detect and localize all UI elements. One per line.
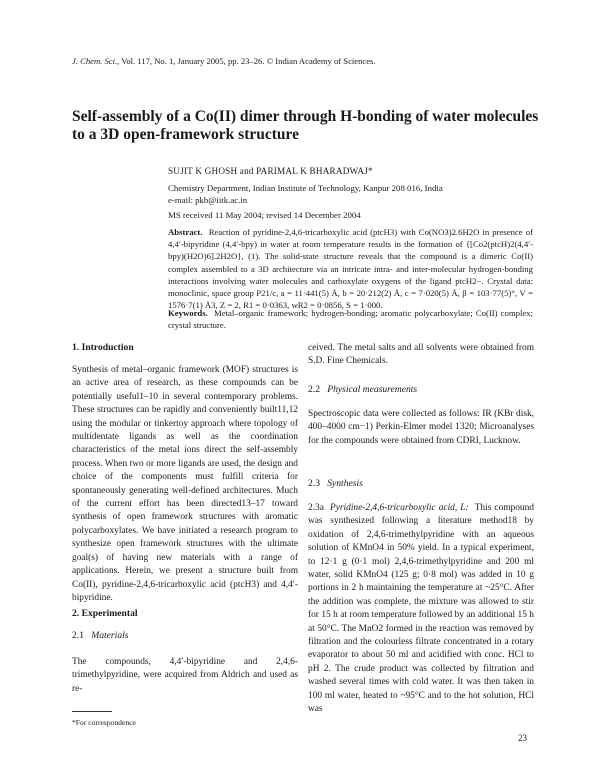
journal-details: , Vol. 117, No. 1, January 2005, pp. 23–26. © Indian Academy of Sciences. (117, 56, 376, 66)
abstract-text: Reaction of pyridine-2,4,6-tricarboxylic acid (ptcH3) with Co(NO3)2.6H2O in presence of 4,4′-bipyridine (4,4′-bpy) in water at room temperature results in the formation of {[Co2(ptcH)2(4,4′-bpy)(H2O)6].2H2O}, (1). The solid-state structure reveals that the compound is a dimeric Co(II) complex assembled to a 3D architecture via an intricate intra- and inter-molecular hydrogen-bonding interactions involving water molecules and carboxylate oxygens of the ligand ptcH2−. Crystal data: monoclinic, space group P21/c, a = 11·441(5) Å, b = 20·212(2) Å, c = 7·020(5) Å, β = 103·77(5)°, V = 1576·7(1) Å3, Z = 2, R1 = 0·0363, wR2 = 0·0856, S = 1·000. (168, 227, 533, 311)
introduction-paragraph (72, 364, 298, 605)
footnote-correspondence: *For correspondence (72, 718, 136, 727)
keywords-label: Keywords. (168, 308, 208, 318)
materials-text: The compounds, 4,4′-bipyridine and 2,4,6-trimethylpyridine, were acquired from Aldrich and used as re- (72, 657, 298, 694)
received-dates: MS received 11 May 2004; revised 14 December 2004 (168, 210, 361, 220)
journal-name: J. Chem. Sci. (72, 56, 118, 66)
synthesis-body: This compound was synthesized following a literature method18 by oxidation of 2,4,6-trimethylpyridine with an aqueous solution of KMnO4 in 50% yield. In a typical experiment, to 12·1 g (0·1 mol) 2,4,6-trimethylpyridine and 200 ml water, solid KMnO4 (125 g; 0·8 mol) was added in 10 g portions in 2 h maintaining the temperature at ~25°C. After the addition was complete, the mixture was allowed to stir for 15 h at room temperature followed by an additional 15 h at 50°C. The MnO2 formed in the reaction was removed by filtration and the colourless filtrate concentrated in a rotary evaporator to about 50 ml and acidified with conc. HCl to pH 2. The crude product was collected by filtration and washed several times with cold water. It was then taken in 100 ml water, heated to ~95°C and to the hot solution, HCl was (308, 503, 534, 715)
subsection-title: Materials (91, 630, 129, 641)
abstract (168, 226, 533, 311)
materials-continued (308, 342, 534, 369)
subsection-title: Physical measurements (327, 384, 418, 395)
abstract-label: Abstract. (168, 227, 203, 237)
page-number: 23 (518, 733, 527, 743)
authors: SUJIT K GHOSH and PARIMAL K BHARADWAJ* (168, 166, 373, 176)
materials-cont-text: ceived. The metal salts and all solvents were obtained from S.D. Fine Chemicals. (308, 343, 534, 367)
physical-text: Spectroscopic data were collected as follows: IR (KBr disk, 400–4000 cm−1) Perkin-Elmer model 1320; Microanalyses for the compounds were obtained from CDRI, Lucknow. (308, 409, 534, 446)
synthesis-paragraph (308, 502, 534, 717)
intro-text: Synthesis of metal–organic framework (MOF) structures is an active area of research, as these compounds can be potentially useful1–10 in several contemporary problems. These structures can be rapidly and conveniently built11,12 using the modular or tinkertoy approach where topology of multidentate ligands as well as the coordination characteristics of the metal ions direct the self-assembly process. When two or more ligands are used, the design and choice of the components must fulfill criteria for spontaneously generating well-defined architectures. Much of the current effort has been directed13–17 toward synthesis of open framework structures with aromatic polycarboxylates. We have initiated a research program to synthesize open framework structures with the ultimate goal(s) of having new materials with a range of applications. Herein, we present a structure built from Co(II), pyridine-2,4,6-tricarboxylic acid (ptcH3) and 4,4′-bipyridine. (72, 365, 298, 603)
synthesis-text (308, 502, 534, 717)
subsection-number: 2.2 (308, 384, 320, 395)
paper-title: Self-assembly of a Co(II) dimer through H-bonding of water molecules to a 3D open-framework structure (72, 108, 539, 143)
keywords (168, 307, 533, 331)
keywords-text: Metal–organic framework; hydrogen-bonding; aromatic polycarboxylate; Co(II) complex; crystal structure. (168, 308, 533, 331)
subsection-heading-synthesis (308, 478, 363, 489)
footnote-divider (72, 711, 112, 712)
subsection-number: 2.1 (72, 630, 84, 641)
subsubsection-title: Pyridine-2,4,6-tricarboxylic acid, L: (329, 503, 469, 513)
subsection-heading-physical (308, 384, 417, 395)
section-heading-introduction: 1. Introduction (72, 342, 134, 353)
affiliation-email[interactable]: e-mail: pkb@iitk.ac.in (168, 195, 248, 205)
journal-citation (72, 56, 532, 66)
affiliation (168, 182, 548, 206)
materials-paragraph (72, 656, 298, 696)
subsection-number: 2.3 (308, 478, 320, 489)
subsection-heading-materials (72, 630, 129, 641)
physical-paragraph (308, 408, 534, 448)
affiliation-dept: Chemistry Department, Indian Institute of Technology, Kanpur 208 016, India (168, 183, 443, 193)
subsection-title: Synthesis (327, 478, 363, 489)
section-heading-experimental: 2. Experimental (72, 608, 138, 619)
subsubsection-label: 2.3a (308, 503, 324, 513)
